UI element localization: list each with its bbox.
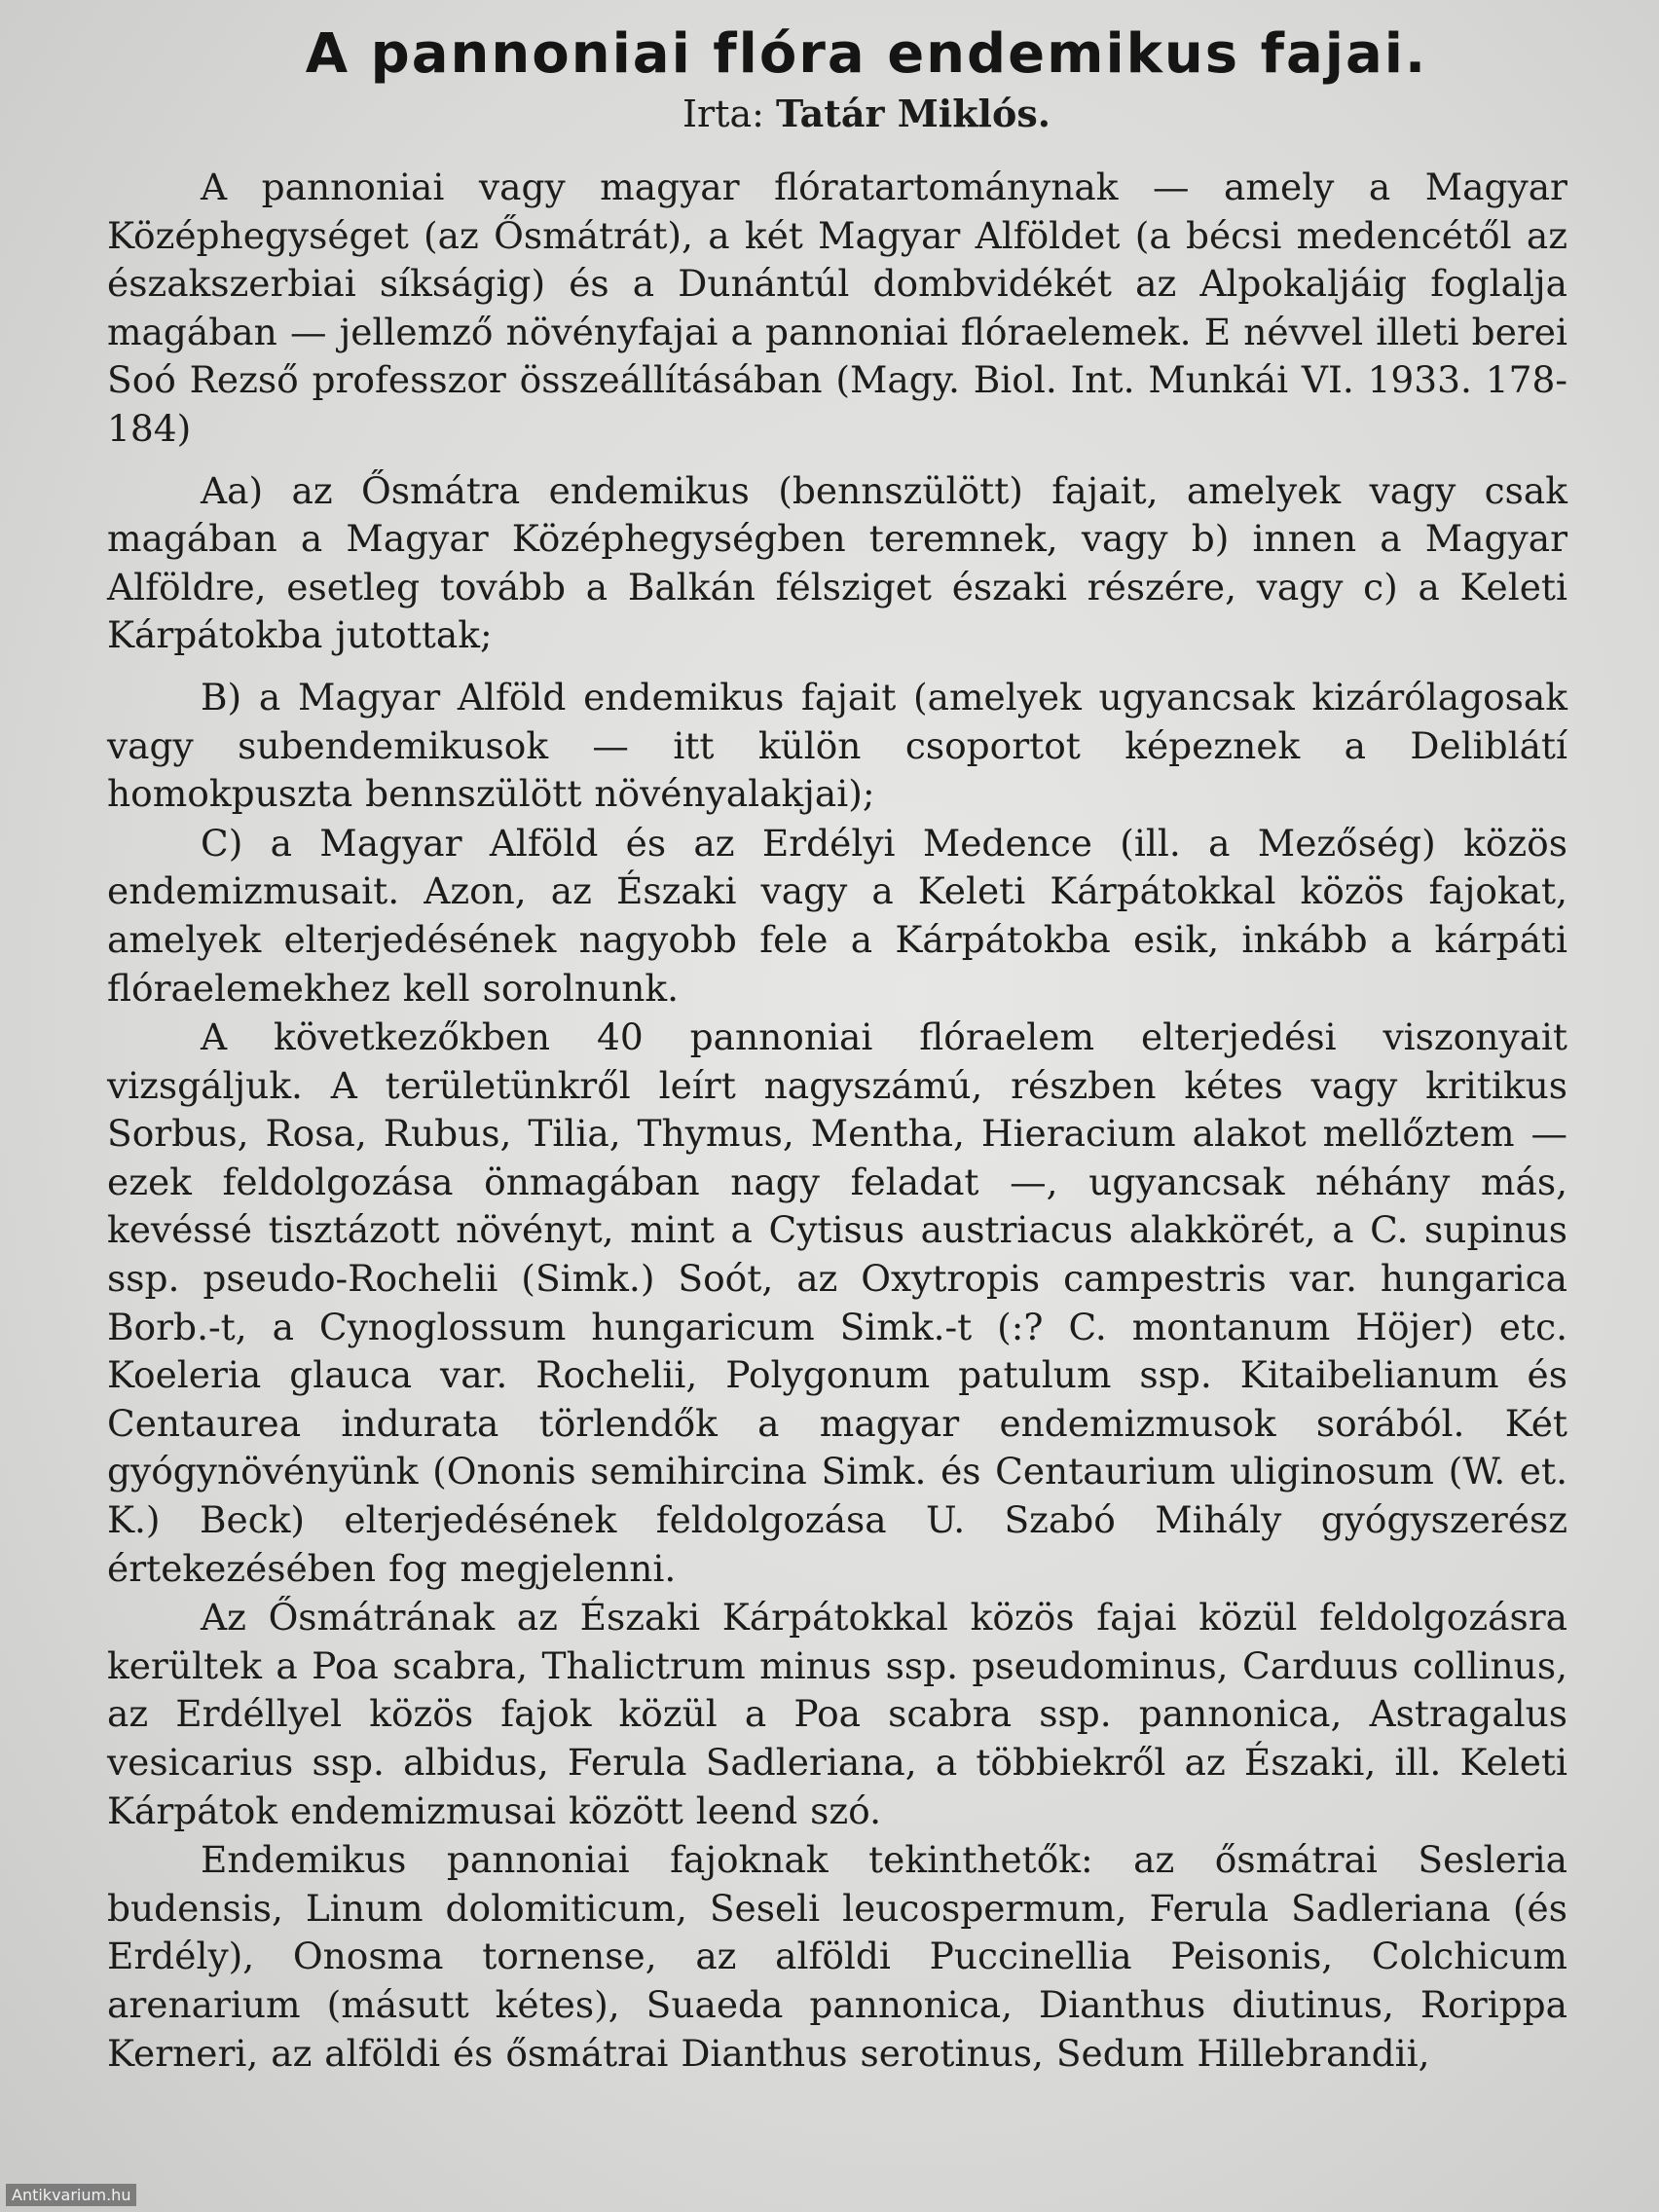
paragraph-group-c: C) a Magyar Alföld és az Erdélyi Medence (ill. a Mezőség) közös endemizmusait. Azon, az Északi vagy a Keleti Kárpátokkal közös fajokat, amelyek elterjedésének nagyobb fele a Kárpátokba esik, inkább a kárpáti flóraelemekhez kell sorolnunk. — [107, 821, 1567, 1010]
byline — [107, 90, 1567, 138]
paragraph-group-b: B) a Magyar Alföld endemikus fajait (amelyek ugyancsak kizárólagosak vagy subendemikusok — itt külön csoportot képeznek a Deliblátí homokpuszta bennszülött növényalakjai); — [107, 675, 1567, 816]
paragraph-group-a: Aa) az Ősmátra endemikus (bennszülött) fajait, amelyek vagy csak magában a Magyar Középhegységben teremnek, vagy b) innen a Magyar Alföldre, esetleg tovább a Balkán félsziget északi részére, vagy c) a Keleti Kárpátokba jutottak; — [107, 468, 1567, 657]
author-name: Tatár Miklós. — [776, 92, 1051, 135]
article-title: A pannoniai flóra endemikus fajai. — [305, 22, 1428, 86]
paragraph-scope: A következőkben 40 pannoniai flóraelem elterjedési viszonyait vizsgáljuk. A területünkről leírt nagyszámú, részben kétes vagy kritikus Sorbus, Rosa, Rubus, Tilia, Thymus, Mentha, Hieracium alakot mellőztem — ezek feldolgozása önmagában nagy feladat —, ugyancsak néhány más, kevéssé tisztázott növényt, mint a Cytisus austriacus alakkörét, a C. supinus ssp. pseudo-Rochelii (Simk.) Soót, az Oxytropis campestris var. hungarica Borb.-t, a Cynoglossum hungaricum Simk.-t (:? C. montanum Höjer) etc. Koeleria glauca var. Rochelii, Polygonum patulum ssp. Kitaibelianum és Centaurea indurata törlendők a magyar endemizmusok sorából. Két gyógynövényünk (Ononis semihircina Simk. és Centaurium uliginosum (W. et. K.) Beck) elterjedésének feldolgozása U. Szabó Mihály gyógyszerész értekezésében fog megjelenni. — [107, 1015, 1567, 1590]
watermark: Antikvarium.hu — [6, 2184, 136, 2206]
paragraph-shared-species: Az Ősmátrának az Északi Kárpátokkal közös fajai közül feldolgozásra kerültek a Poa scabra, Thalictrum minus ssp. pseudominus, Carduus collinus, az Erdéllyel közös fajok közül a Poa scabra ssp. pannonica, Astragalus vesicarius ssp. albidus, Ferula Sadleriana, a többiekről az Északi, ill. Keleti Kárpátok endemizmusai között leend szó. — [107, 1596, 1567, 1832]
paragraph-endemic-list: Endemikus pannoniai fajoknak tekinthetők: az ősmátrai Sesleria budensis, Linum dolomiticum, Seseli leucospermum, Ferula Sadleriana (és Erdély), Onosma tornense, az alföldi Puccinellia Peisonis, Colchicum arenarium (másutt kétes), Suaeda pannonica, Dianthus diutinus, Rorippa Kerneri, az alföldi és ősmátrai Dianthus serotinus, Sedum Hillebrandii, — [107, 1838, 1567, 2075]
article-body — [107, 164, 1567, 2078]
paragraph-intro: A pannoniai vagy magyar flóratartománynak — amely a Magyar Középhegységet (az Ősmátrát), a két Magyar Alföldet (a bécsi medencétől az északszerbiai síkságig) és a Dunántúl dombvidékét az Alpokaljáig foglalja magában — jellemző növényfajai a pannoniai flóraelemek. E névvel illeti berei Soó Rezső professzor összeállításában (Magy. Biol. Int. Munkái VI. 1933. 178-184) — [107, 166, 1567, 450]
article-page — [107, 19, 1567, 2078]
byline-prefix: Irta: — [682, 92, 764, 135]
